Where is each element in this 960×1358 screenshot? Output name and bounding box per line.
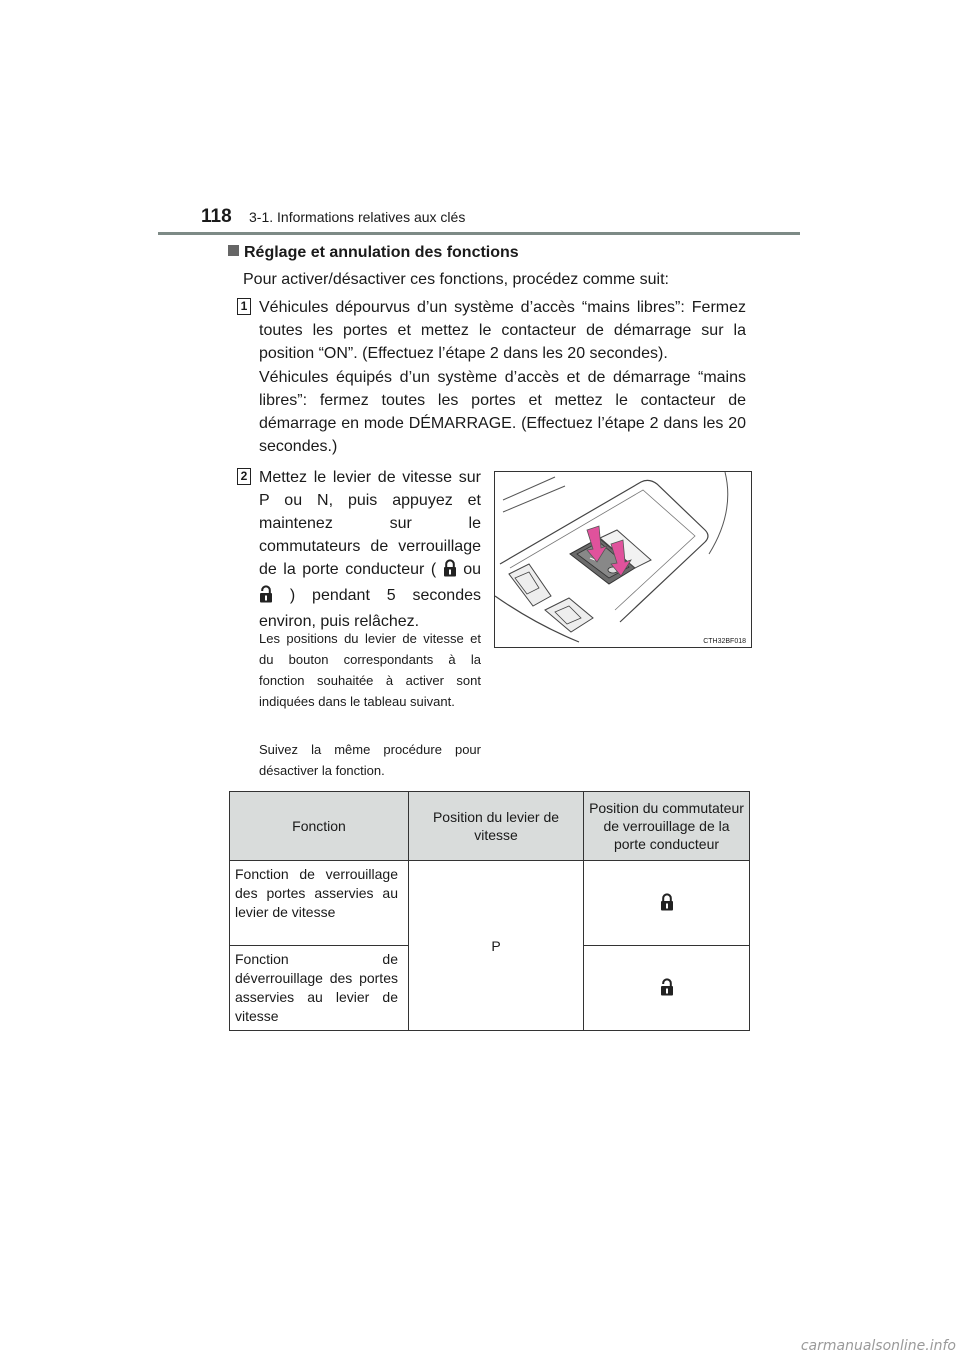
door-lock-switch-illustration [494,471,752,648]
switch-lock-cell [584,861,750,946]
step-2-paragraph: Mettez le levier de vitesse sur P ou N, puis appuyez et maintenez sur le commutateurs de verrouillage de la porte conducteur ( ou ) pendant 5 secondes environ, puis relâchez. [259,469,481,630]
header-fonction: Fonction [230,792,409,861]
header-shift-position: Position du levier de vitesse [409,792,584,861]
watermark: carmanualsonline.info [800,1338,956,1354]
illustration-caption: CTH32BF018 [703,638,746,645]
section-title: Réglage et annulation des fonctions [228,244,519,262]
function-table [229,791,750,1031]
table-row [230,861,750,946]
unlock-icon [259,585,273,610]
shift-position-cell: P [409,861,584,1031]
step-1-badge: 1 [237,298,251,315]
step-2-badge: 2 [237,468,251,485]
page-number: 118 [201,206,232,227]
square-bullet-icon [228,245,239,256]
door-panel-drawing [495,472,751,647]
lock-icon [443,559,457,584]
section-lead: Pour activer/désactiver ces fonctions, procédez comme suit: [243,271,669,288]
step-2-note-2: Suivez la même procédure pour désactiver la fonction. [259,742,481,778]
switch-unlock-cell [584,946,750,1031]
step-1-paragraph-2: Véhicules équipés d’un système d’accès et de démarrage “mains libres”: fermez toutes les portes et mettez le contacteur de démarrage en mode DÉMARRAGE. (Effectuez l’étape 2 dans les 20 secondes.) [259,369,746,455]
unlock-icon [660,978,674,996]
function-unlock-cell: Fonction de déverrouillage des portes asservies au levier de vitesse [230,946,409,1031]
table-header-row [230,792,750,861]
chapter-title: 3-1. Informations relatives aux clés [249,209,466,225]
step-1-paragraph-1: Véhicules dépourvus d’un système d’accès “mains libres”: Fermez toutes les portes et mettez le contacteur de démarrage sur la position “ON”. (Effectuez l’étape 2 dans les 20 secondes). [259,299,746,362]
function-lock-cell: Fonction de verrouillage des portes asservies au levier de vitesse [230,861,409,946]
header-divider [158,232,800,235]
step-2-note-1: Les positions du levier de vitesse et du bouton correspondants à la fonction souhaitée à activer sont indiquées dans le tableau suivant. [259,631,481,709]
lock-icon [660,893,674,911]
header-switch-position: Position du commutateur de verrouillage de la porte conducteur [584,792,750,861]
